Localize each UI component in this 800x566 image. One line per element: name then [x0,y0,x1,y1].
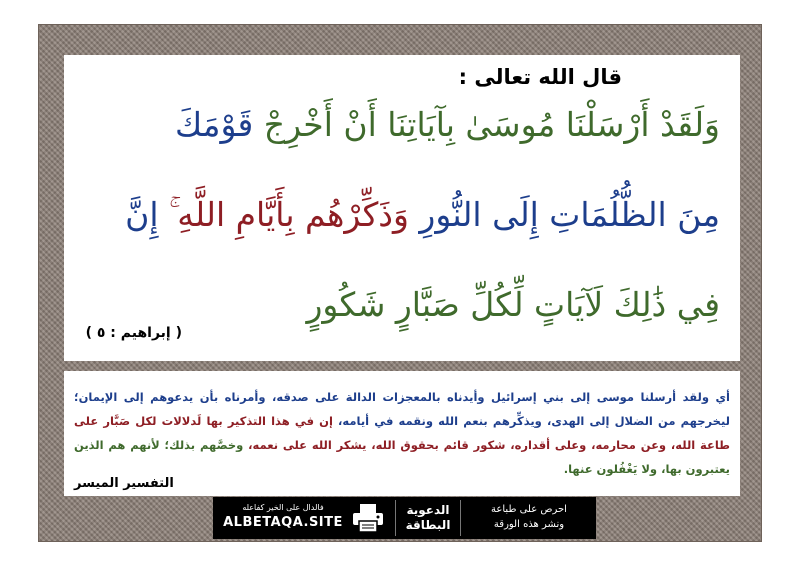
brand-line-1: الدعوية [406,503,450,517]
verse-segment: مِنَ الظُّلُمَاتِ إِلَى النُّورِ [408,195,720,234]
verse-line-2 [84,193,720,237]
tafsir-panel [64,371,740,496]
footer-note-line-1: احرص على طباعة [491,504,567,515]
footer-hadith: فالدال على الخير كفاعله [242,503,324,512]
verse-panel [64,55,740,361]
printer-icon [351,503,385,533]
verse-segment: وَلَقَدْ أَرْسَلْنَا مُوسَىٰ بِآيَاتِنَا أَنْ أَخْرِجْ [253,105,720,144]
verse-segment: وَذَكِّرْهُم بِأَيَّامِ اللَّهِ ۚ [158,195,409,234]
tafsir-title: التفسير الميسر [74,476,174,491]
verse-segment: إِنَّ [125,195,159,234]
verse-intro: قال الله تعالى : [458,65,622,89]
brand-logo [395,500,461,536]
footer-site-link[interactable]: ALBETAQA.SITE [223,515,343,530]
verse-reference: ( إبراهيم : ٥ ) [85,325,182,341]
tafsir-segment: وخصَّهم بذلك؛ لأنهم هم الذين يعتبرون بها، ولا يَغْفُلون عنها. [74,438,730,476]
verse-segment: قَوْمَكَ [175,105,254,144]
tafsir-segment: إن في هذا التذكير بها لَدلالات لكل صَبَّار على طاعة الله، وعن محارمه، وعلى أقداره، شكور قائم بحقوق الله، يشكر الله على نعمه، [74,414,731,452]
footer-bar [213,497,596,539]
verse-line-3 [84,283,720,327]
tafsir-text [74,385,730,481]
footer-note-line-2: ونشر هذه الورقة [493,519,565,530]
verse-line-1 [84,103,720,147]
brand-line-2: البطاقة [405,518,451,532]
tafsir-segment: أي ولقد أرسلنا موسى إلى بني إسرائيل وأيدناه بالمعجزات الدالة على صدقه، وأمرناه بأن يدعوهم إلى الإيمان؛ ليخرجهم من الضلال إلى الهدى، ويذكِّرهم بنعم الله ونقمه في أيامه، [74,390,730,428]
verse-segment: فِي ذَٰلِكَ لَآيَاتٍ لِّكُلِّ صَبَّارٍ شَكُورٍ [306,285,720,324]
footer-site-block [221,501,345,532]
footer-note [469,502,589,532]
